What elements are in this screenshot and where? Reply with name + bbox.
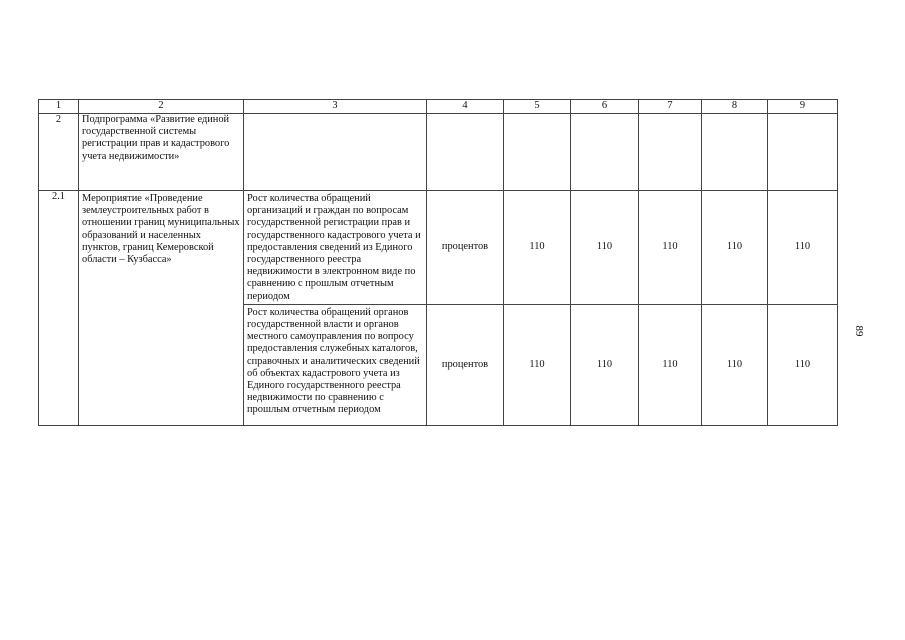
empty-cell [639,114,702,191]
column-number-1: 1 [39,100,79,114]
empty-cell [768,114,838,191]
event-title: Мероприятие «Проведение землеустроительных работ в отношении границ муниципальных образований и населенных пунктов, границ Кемеровской области – Кузбасса» [79,191,244,426]
indicator-value: 110 [702,304,768,425]
subprogram-title: Подпрограмма «Развитие единой государственной системы регистрации прав и кадастрового учета недвижимости» [79,114,244,191]
indicator-value: 110 [639,191,702,305]
indicator-unit: процентов [427,191,504,305]
column-number-5: 5 [504,100,571,114]
column-number-7: 7 [639,100,702,114]
column-number-9: 9 [768,100,838,114]
empty-cell [571,114,639,191]
empty-cell [702,114,768,191]
column-number-3: 3 [244,100,427,114]
indicator-value: 110 [571,304,639,425]
indicator-unit: процентов [427,304,504,425]
indicator-table [38,99,838,426]
empty-cell [504,114,571,191]
subprogram-number: 2 [39,114,79,191]
table-header-row [39,100,838,114]
table-row-indicator-1 [39,191,838,305]
indicator-value: 110 [702,191,768,305]
table-row-subprogram [39,114,838,191]
column-number-4: 4 [427,100,504,114]
empty-cell [244,114,427,191]
indicator-value: 110 [504,191,571,305]
indicator-value: 110 [639,304,702,425]
empty-cell [427,114,504,191]
indicator-name: Рост количества обращений организаций и граждан по вопросам государственной регистрации прав и государственного кадастрового учета и предоставления сведений из Единого государственного реестра недвижимости в электронном виде по сравнению с прошлым отчетным периодом [244,191,427,305]
indicator-value: 110 [571,191,639,305]
indicator-value: 110 [768,304,838,425]
column-number-6: 6 [571,100,639,114]
indicator-name: Рост количества обращений органов государственной власти и органов местного самоуправления по вопросу предоставления служебных каталогов, справочных и аналитических сведений об объектах кадастрового учета из Единого государственного реестра недвижимости по сравнению с прошлым отчетным периодом [244,304,427,425]
page-number: 89 [853,325,865,337]
indicator-value: 110 [768,191,838,305]
indicator-value: 110 [504,304,571,425]
event-number: 2.1 [39,191,79,426]
column-number-8: 8 [702,100,768,114]
column-number-2: 2 [79,100,244,114]
